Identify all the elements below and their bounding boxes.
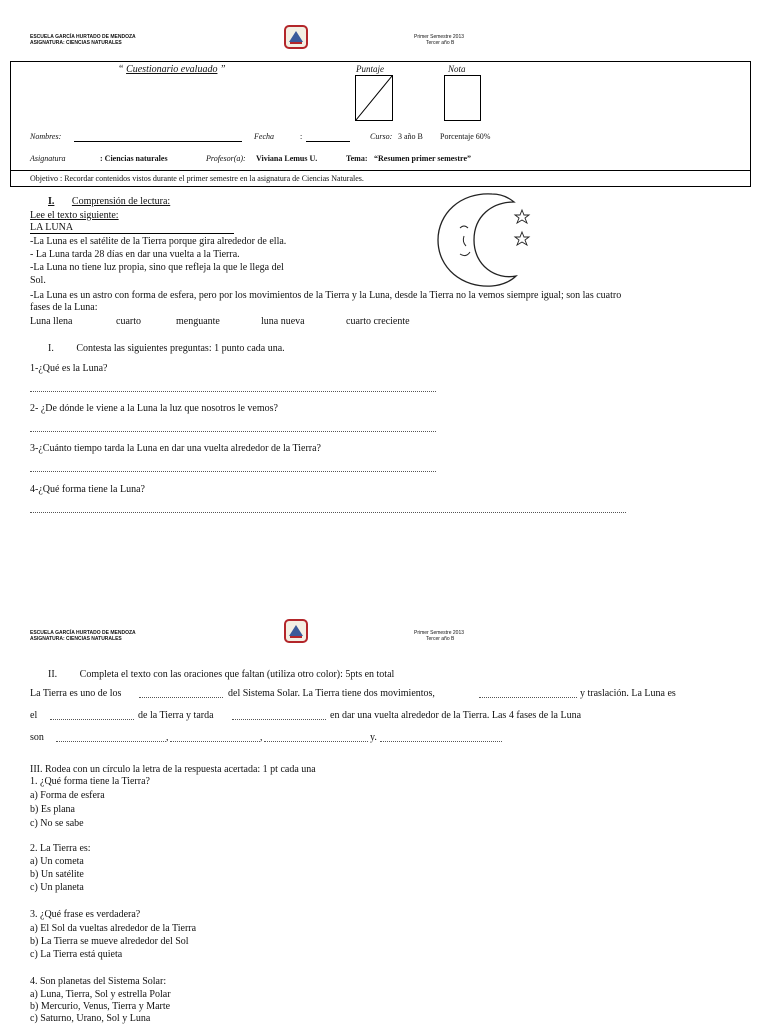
answer-line-3[interactable]	[30, 471, 436, 472]
profesor-label: Profesor(a):	[206, 154, 246, 163]
question-2: 2- ¿De dónde le viene a la Luna la luz que nosotros le vemos?	[30, 403, 278, 414]
semester-label-page2: Primer Semestre 2013	[414, 630, 465, 636]
read-instruction: Lee el texto siguiente:	[30, 210, 119, 221]
school-crest-icon	[284, 25, 308, 49]
blank-7[interactable]	[264, 741, 368, 742]
reading-line-1: -La Luna es el satélite de la Tierra porque gira alrededor de ella.	[30, 236, 287, 247]
mc-option-2a[interactable]: a) Un cometa	[30, 856, 84, 867]
section1-heading: I. Comprensión de lectura:	[48, 196, 171, 207]
subject-label-page2: ASIGNATURA: CIENCIAS NATURALES	[30, 636, 122, 642]
fill-line-2a: el	[30, 710, 38, 721]
reading-line-3: -La Luna no tiene luz propia, sino que refleja la que le llega del	[30, 262, 284, 273]
reading-line-5: -La Luna es un astro con forma de esfera, pero por los movimientos de la Tierra y la Luna, desde la Tierra no la vemos siempre igual; son las cuatro	[30, 290, 622, 301]
grade-label-page2: Tercer año B	[426, 636, 455, 642]
question-4: 4-¿Qué forma tiene la Luna?	[30, 484, 145, 495]
answer-line-4[interactable]	[30, 512, 626, 513]
blank-6[interactable]	[170, 741, 260, 742]
fill-line-2c: en dar una vuelta alrededor de la Tierra. Las 4 fases de la Luna	[330, 710, 582, 721]
blank-4[interactable]	[232, 719, 326, 720]
school-name-page2: ESCUELA GARCÍA HURTADO DE MENDOZA	[30, 630, 136, 636]
section2-heading: II. Completa el texto con las oraciones que faltan (utiliza otro color): 5pts en total	[48, 669, 395, 680]
nombres-field[interactable]	[74, 141, 242, 142]
asignatura-value: : Ciencias naturales	[100, 154, 168, 163]
phase-cuarto-creciente: cuarto creciente	[346, 316, 410, 327]
fill-comma-1: ,	[166, 732, 169, 743]
curso-label: Curso:	[370, 132, 393, 141]
asignatura-label: Asignatura	[30, 154, 66, 163]
school-crest-icon-page2	[284, 619, 308, 643]
fill-y: y.	[370, 732, 377, 743]
answer-line-1[interactable]	[30, 391, 436, 392]
puntaje-box[interactable]	[355, 75, 393, 121]
fill-line-1b: del Sistema Solar. La Tierra tiene dos movimientos,	[228, 688, 435, 699]
mc-option-3c[interactable]: c) La Tierra está quieta	[30, 949, 123, 960]
objetivo-text: Objetivo : Recordar contenidos vistos durante el primer semestre en la asignatura de Ciencias Naturales.	[30, 174, 364, 183]
reading-line-2: - La Luna tarda 28 días en dar una vuelta a la Tierra.	[30, 249, 240, 260]
mc-option-4a[interactable]: a) Luna, Tierra, Sol y estrella Polar	[30, 989, 171, 1000]
reading-line-4: Sol.	[30, 275, 46, 286]
crescent-moon-icon	[430, 188, 540, 292]
fecha-field[interactable]	[306, 141, 350, 142]
reading-line-6: fases de la Luna:	[30, 302, 98, 313]
phase-cuarto: cuarto	[116, 316, 141, 327]
nota-box[interactable]	[444, 75, 481, 121]
mc-option-2b[interactable]: b) Un satélite	[30, 869, 84, 880]
blank-3[interactable]	[50, 719, 134, 720]
text-title: LA LUNA	[30, 222, 74, 233]
questions-heading: I. Contesta las siguientes preguntas: 1 punto cada una.	[48, 343, 285, 354]
mc-option-3a[interactable]: a) El Sol da vueltas alrededor de la Tierra	[30, 923, 197, 934]
blank-1[interactable]	[139, 697, 223, 698]
subject-label: ASIGNATURA: CIENCIAS NATURALES	[30, 40, 122, 46]
school-name: ESCUELA GARCÍA HURTADO DE MENDOZA	[30, 34, 136, 40]
blank-5[interactable]	[56, 741, 166, 742]
phase-luna-nueva: luna nueva	[261, 316, 305, 327]
tema-label: Tema:	[346, 154, 368, 163]
mc-question-1: 1. ¿Qué forma tiene la Tierra?	[30, 776, 150, 787]
mc-question-2: 2. La Tierra es:	[30, 843, 91, 854]
text-title-underline	[30, 233, 234, 234]
mc-option-2c[interactable]: c) Un planeta	[30, 882, 84, 893]
fill-line-1a: La Tierra es uno de los	[30, 688, 122, 699]
fecha-colon: :	[300, 132, 303, 141]
fill-comma-2: ,	[260, 732, 263, 743]
tema-value: “Resumen primer semestre”	[374, 154, 472, 163]
nota-label: Nota	[448, 64, 466, 74]
mc-option-3b[interactable]: b) La Tierra se mueve alrededor del Sol	[30, 936, 189, 947]
mc-question-4: 4. Son planetas del Sistema Solar:	[30, 976, 167, 987]
nombres-label: Nombres:	[30, 132, 62, 141]
semester-label: Primer Semestre 2013	[414, 34, 465, 40]
mc-option-4c[interactable]: c) Saturno, Urano, Sol y Luna	[30, 1013, 151, 1024]
quiz-title: “ Cuestionario evaluado ”	[118, 64, 226, 75]
fecha-label: Fecha	[254, 132, 274, 141]
blank-8[interactable]	[380, 741, 502, 742]
phase-menguante: menguante	[176, 316, 220, 327]
mc-option-1c[interactable]: c) No se sabe	[30, 818, 84, 829]
mc-option-1b[interactable]: b) Es plana	[30, 804, 75, 815]
fill-line-3a: son	[30, 732, 44, 743]
profesor-value: Viviana Lemus U.	[256, 154, 318, 163]
curso-value: 3 año B	[398, 132, 423, 141]
grade-label: Tercer año B	[426, 40, 455, 46]
question-1: 1-¿Qué es la Luna?	[30, 363, 108, 374]
mc-option-4b[interactable]: b) Mercurio, Venus, Tierra y Marte	[30, 1001, 171, 1012]
porcentaje-label: Porcentaje 60%	[440, 132, 491, 141]
mc-question-3: 3. ¿Qué frase es verdadera?	[30, 909, 141, 920]
answer-line-2[interactable]	[30, 431, 436, 432]
fill-line-1c: y traslación. La Luna es	[580, 688, 676, 699]
fill-line-2b: de la Tierra y tarda	[138, 710, 214, 721]
section3-heading: III. Rodea con un círculo la letra de la respuesta acertada: 1 pt cada una	[30, 764, 316, 775]
puntaje-label: Puntaje	[356, 64, 384, 74]
question-3: 3-¿Cuánto tiempo tarda la Luna en dar una vuelta alrededor de la Tierra?	[30, 443, 321, 454]
phase-luna-llena: Luna llena	[30, 316, 73, 327]
mc-option-1a[interactable]: a) Forma de esfera	[30, 790, 105, 801]
blank-2[interactable]	[479, 697, 577, 698]
box-divider	[10, 170, 751, 171]
